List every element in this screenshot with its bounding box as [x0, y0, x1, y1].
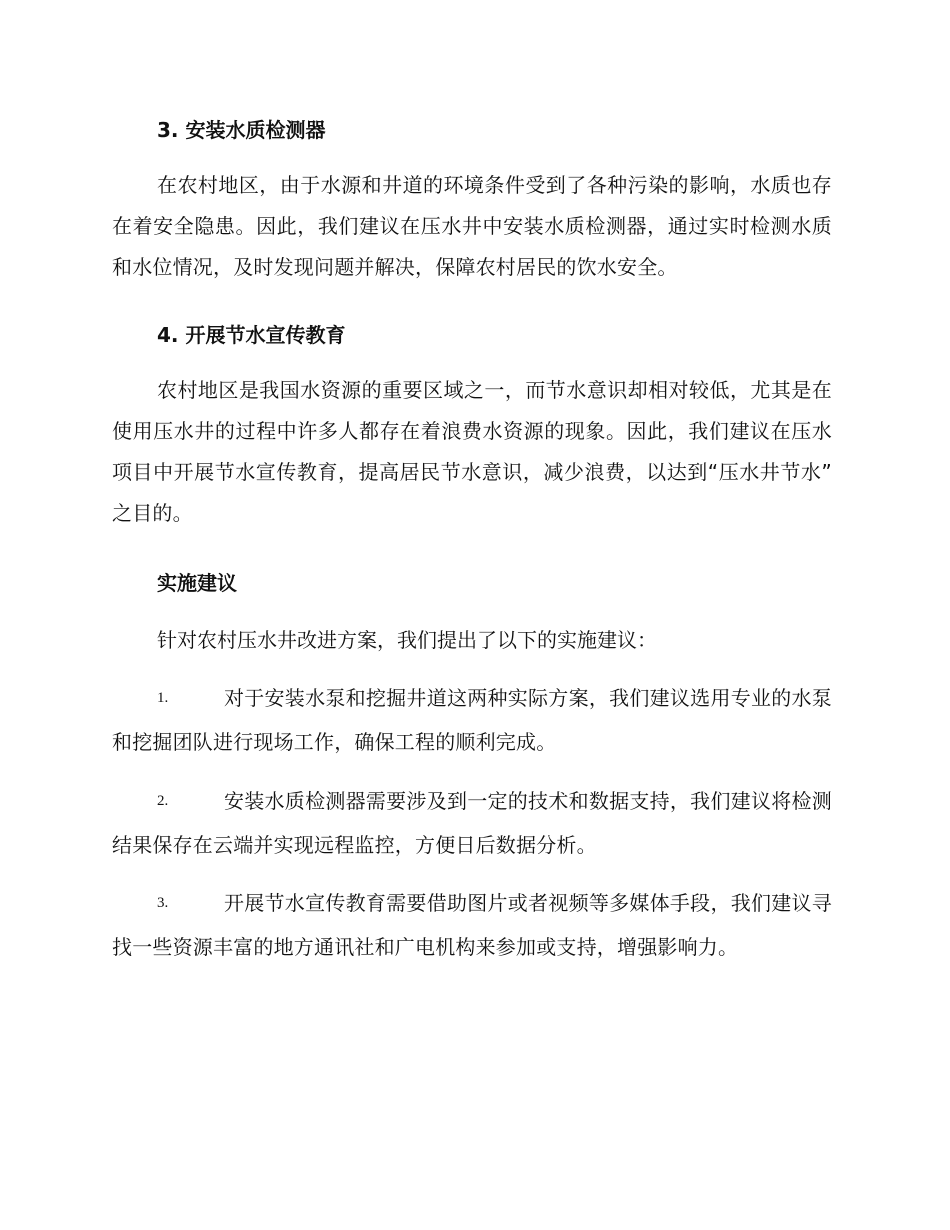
list-item-number: 1.	[157, 690, 169, 706]
implementation-heading: 实施建议	[157, 571, 237, 595]
section-3-body	[112, 165, 832, 288]
list-item	[112, 881, 832, 969]
section-4-heading: 4. 开展节水宣传教育	[157, 323, 346, 347]
section-3-heading: 3. 安装水质检测器	[157, 118, 326, 142]
list-item-number: 3.	[157, 895, 169, 911]
list-item	[112, 779, 832, 867]
list-item	[112, 676, 832, 764]
list-item-text: 开展节水宣传教育需要借助图片或者视频等多媒体手段，我们建议寻找一些资源丰富的地方通讯社和广电机构来参加或支持，增强影响力。	[112, 891, 832, 959]
list-item-text: 安装水质检测器需要涉及到一定的技术和数据支持，我们建议将检测结果保存在云端并实现远程监控，方便日后数据分析。	[112, 789, 832, 857]
list-item-number: 2.	[157, 793, 169, 809]
implementation-intro: 针对农村压水井改进方案，我们提出了以下的实施建议：	[157, 628, 657, 652]
section-4-paragraph: 农村地区是我国水资源的重要区域之一，而节水意识却相对较低，尤其是在使用压水井的过程中许多人都存在着浪费水资源的现象。因此，我们建议在压水项目中开展节水宣传教育，提高居民节水意识，减少浪费，以达到“压水井节水” 之目的。	[112, 378, 832, 525]
list-item-text: 对于安装水泵和挖掘井道这两种实际方案，我们建议选用专业的水泵和挖掘团队进行现场工作，确保工程的顺利完成。	[112, 686, 832, 754]
section-3-paragraph: 在农村地区，由于水源和井道的环境条件受到了各种污染的影响，水质也存在着安全隐患。因此，我们建议在压水井中安装水质检测器，通过实时检测水质和水位情况，及时发现问题并解决，保障农村居民的饮水安全。	[112, 173, 832, 279]
section-4-body	[112, 370, 832, 534]
